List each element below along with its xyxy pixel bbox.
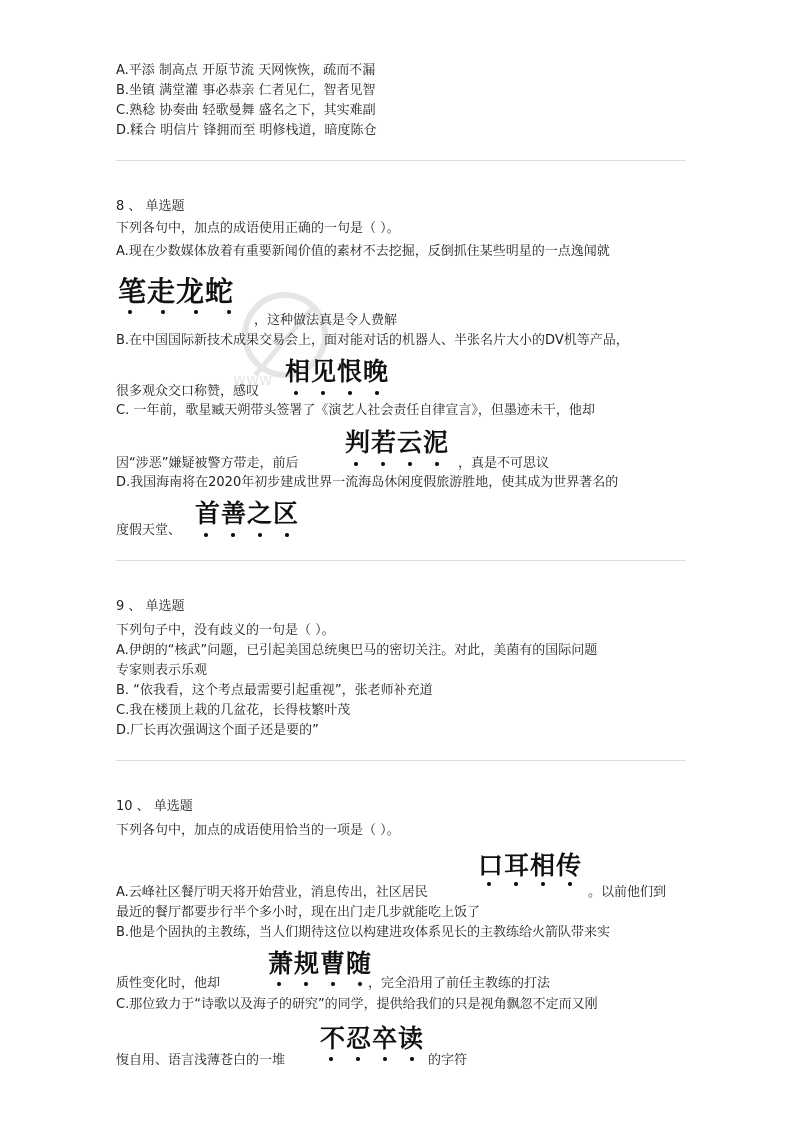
q7-option-d: D.糅合 明信片 锋拥而至 明修栈道，暗度陈仓 <box>116 123 377 138</box>
q10-option-b-tail: ，完全沿用了前任主教练的打法 <box>368 976 551 991</box>
q8-option-b-line2: 很多观众交口称赞，感叹 <box>116 384 260 399</box>
q9-stem: 下列句子中，没有歧义的一句是（ ）。 <box>116 623 335 638</box>
q10-option-a-line1: A.云峰社区餐厅明天将开始营业，消息传出，社区居民 <box>116 885 428 900</box>
q8-option-c-idiom: 判若云泥 <box>345 428 450 457</box>
q8-number: 8 、 单选题 <box>116 199 185 214</box>
divider <box>116 160 686 161</box>
q8-option-a-line1: A.现在少数媒体放着有重要新闻价值的素材不去挖掘，反倒抓住某些明星的一点逸闻就 <box>116 244 610 259</box>
q9-option-a-line2: 专家则表示乐观 <box>116 663 208 678</box>
q8-option-d-idiom: 首善之区 <box>195 499 300 528</box>
q8-stem: 下列各句中，加点的成语使用正确的一句是（ ）。 <box>116 221 400 236</box>
q10-option-a-line2: 最近的餐厅都要步行半个多小时，现在出门走几步就能吃上饭了 <box>116 905 481 920</box>
q8-option-c-line2: 因“涉恶”嫌疑被警方带走，前后 <box>116 456 299 471</box>
q10-option-b-idiom: 萧规曹随 <box>268 949 373 978</box>
q8-option-c-line1: C. 一年前，歌星臧天朔带头签署了《演艺人社会责任自律宣言》，但墨迹未干，他却 <box>116 403 595 418</box>
q7-option-a: A.平添 制高点 开原节流 天网恢恢，疏而不漏 <box>116 63 376 78</box>
q10-option-b-line1: B.他是个固执的主教练，当人们期待这位以构建进攻体系见长的主教练给火箭队带来实 <box>116 925 611 940</box>
q8-option-b-line1: B.在中国国际新技术成果交易会上，面对能对话的机器人、半张名片大小的DV机等产品， <box>116 333 629 348</box>
q7-option-c: C.熟稔 协奏曲 轻歌曼舞 盛名之下，其实难副 <box>116 103 376 118</box>
q9-option-c: C.我在楼顶上栽的几盆花，长得枝繁叶茂 <box>116 703 351 718</box>
q10-option-c-idiom: 不忍卒读 <box>320 1024 425 1053</box>
q10-option-b-line2: 质性变化时，他却 <box>116 976 221 991</box>
q10-option-a-idiom: 口耳相传 <box>478 851 583 880</box>
q10-option-c-line1: C.那位致力于“诗歌以及海子的研究”的同学，提供给我们的只是视角飘忽不定而又刚 <box>116 997 598 1012</box>
divider <box>116 760 686 761</box>
q8-option-d-line1: D.我国海南将在2020年初步建成世界一流海岛休闲度假旅游胜地，使其成为世界著名的 <box>116 475 619 490</box>
q9-option-a-line1: A.伊朗的“核武”问题，已引起美国总统奥巴马的密切关注。对此，美菌有的国际问题 <box>116 643 598 658</box>
q8-option-a-idiom: 笔走龙蛇 <box>118 275 235 308</box>
divider <box>116 560 686 561</box>
q9-number: 9 、 单选题 <box>116 599 185 614</box>
q8-option-d-line2: 度假天堂、 <box>116 523 182 538</box>
q10-option-c-tail: 的字符 <box>428 1053 468 1068</box>
q10-number: 10 、 单选题 <box>116 799 193 814</box>
q7-option-b: B.坐镇 满堂灌 事必恭亲 仁者见仁，智者见智 <box>116 83 376 98</box>
svg-text:www: www <box>233 370 273 389</box>
q9-option-d: D.厂长再次强调这个面子还是要的” <box>116 723 319 738</box>
q10-stem: 下列各句中，加点的成语使用恰当的一项是（ ）。 <box>116 823 400 838</box>
q8-option-b-idiom: 相见恨晚 <box>285 357 390 386</box>
q8-option-c-tail: ，真是不可思议 <box>458 456 550 471</box>
q10-option-a-tail: 。以前他们到 <box>588 885 667 900</box>
q10-option-c-line2: 愎自用、语言浅薄苍白的一堆 <box>116 1053 286 1068</box>
q9-option-b: B. “依我看，这个考点最需要引起重视”，张老师补充道 <box>116 683 433 698</box>
q8-option-a-tail: ，这种做法真是令人费解 <box>254 313 398 328</box>
